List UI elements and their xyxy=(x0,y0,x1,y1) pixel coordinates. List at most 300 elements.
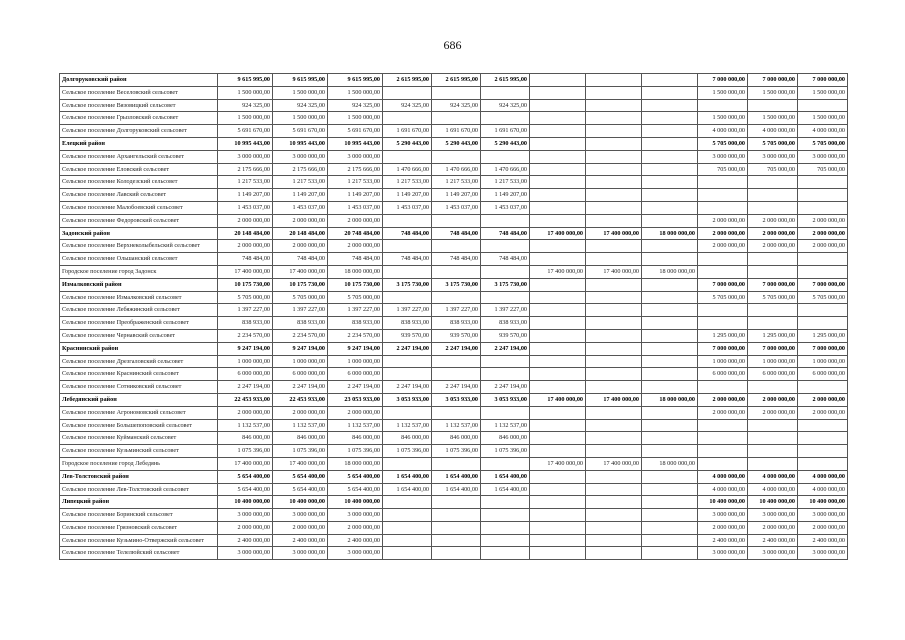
value-cell: 1 500 000,00 xyxy=(698,86,748,99)
value-cell xyxy=(383,265,432,278)
value-cell: 10 175 730,00 xyxy=(273,278,328,291)
value-cell: 1 000 000,00 xyxy=(748,355,798,368)
value-cell xyxy=(642,137,698,150)
value-cell xyxy=(481,534,530,547)
value-cell: 1 075 396,00 xyxy=(383,445,432,458)
row-name-cell: Сельское поселение Лебяжинский сельсовет xyxy=(60,304,218,317)
value-cell: 1 075 396,00 xyxy=(218,445,273,458)
row-name-cell: Лебедянский район xyxy=(60,393,218,406)
value-cell: 17 400 000,00 xyxy=(530,457,586,470)
value-cell: 17 400 000,00 xyxy=(530,227,586,240)
value-cell xyxy=(586,355,642,368)
value-cell xyxy=(530,470,586,483)
value-cell: 705 000,00 xyxy=(798,163,848,176)
value-cell: 17 400 000,00 xyxy=(273,265,328,278)
value-cell: 1 295 000,00 xyxy=(748,329,798,342)
value-cell: 3 000 000,00 xyxy=(328,547,383,560)
value-cell: 1 500 000,00 xyxy=(798,112,848,125)
value-cell xyxy=(530,278,586,291)
value-cell: 2 000 000,00 xyxy=(748,393,798,406)
value-cell: 2 175 666,00 xyxy=(218,163,273,176)
value-cell: 1 453 037,00 xyxy=(328,201,383,214)
value-cell: 1 654 400,00 xyxy=(432,483,481,496)
table-row-district xyxy=(60,227,848,240)
value-cell: 2 247 194,00 xyxy=(218,381,273,394)
value-cell: 10 995 443,00 xyxy=(273,137,328,150)
value-cell xyxy=(530,329,586,342)
value-cell: 9 247 194,00 xyxy=(273,342,328,355)
value-cell: 1 470 666,00 xyxy=(481,163,530,176)
value-cell: 1 217 533,00 xyxy=(328,176,383,189)
page-number: 686 xyxy=(443,38,462,52)
value-cell: 20 148 484,00 xyxy=(273,227,328,240)
value-cell xyxy=(383,112,432,125)
value-cell xyxy=(530,342,586,355)
value-cell: 5 705 000,00 xyxy=(218,291,273,304)
value-cell: 1 654 400,00 xyxy=(432,470,481,483)
value-cell xyxy=(586,470,642,483)
table-row-district xyxy=(60,496,848,509)
value-cell xyxy=(586,329,642,342)
value-cell xyxy=(798,99,848,112)
value-cell xyxy=(642,509,698,522)
value-cell xyxy=(642,329,698,342)
value-cell xyxy=(481,355,530,368)
value-cell: 1 500 000,00 xyxy=(698,112,748,125)
value-cell: 10 400 000,00 xyxy=(748,496,798,509)
value-cell: 2 000 000,00 xyxy=(273,240,328,253)
value-cell xyxy=(642,112,698,125)
value-cell: 2 000 000,00 xyxy=(798,240,848,253)
value-cell: 3 000 000,00 xyxy=(328,509,383,522)
value-cell: 2 000 000,00 xyxy=(273,214,328,227)
value-cell: 2 000 000,00 xyxy=(328,521,383,534)
table-body xyxy=(60,74,848,560)
row-name-cell: Сельское поселение Колодезский сельсовет xyxy=(60,176,218,189)
row-name-cell: Городское поселение город Задонск xyxy=(60,265,218,278)
value-cell: 2 234 570,00 xyxy=(273,329,328,342)
value-cell xyxy=(642,86,698,99)
value-cell xyxy=(586,278,642,291)
value-cell: 3 000 000,00 xyxy=(273,509,328,522)
value-cell xyxy=(383,86,432,99)
row-name-cell: Сельское поселение Федоровский сельсовет xyxy=(60,214,218,227)
value-cell: 1 654 400,00 xyxy=(481,483,530,496)
value-cell: 20 748 484,00 xyxy=(328,227,383,240)
value-cell: 1 500 000,00 xyxy=(748,86,798,99)
value-cell: 846 000,00 xyxy=(383,432,432,445)
value-cell: 924 325,00 xyxy=(383,99,432,112)
value-cell xyxy=(798,304,848,317)
value-cell: 1 132 537,00 xyxy=(383,419,432,432)
value-cell: 4 000 000,00 xyxy=(798,125,848,138)
value-cell xyxy=(586,150,642,163)
value-cell: 2 000 000,00 xyxy=(798,227,848,240)
value-cell xyxy=(586,406,642,419)
value-cell xyxy=(383,509,432,522)
value-cell xyxy=(698,265,748,278)
value-cell: 2 400 000,00 xyxy=(273,534,328,547)
value-cell xyxy=(642,74,698,87)
value-cell: 1 149 207,00 xyxy=(481,189,530,202)
value-cell: 1 500 000,00 xyxy=(273,112,328,125)
value-cell: 5 705 000,00 xyxy=(748,291,798,304)
value-cell xyxy=(586,214,642,227)
table-row-district xyxy=(60,137,848,150)
value-cell: 705 000,00 xyxy=(748,163,798,176)
value-cell xyxy=(642,125,698,138)
row-name-cell: Долгоруковский район xyxy=(60,74,218,87)
budget-table xyxy=(59,73,848,560)
value-cell xyxy=(530,534,586,547)
value-cell: 1 500 000,00 xyxy=(798,86,848,99)
value-cell xyxy=(642,342,698,355)
value-cell: 5 705 000,00 xyxy=(798,291,848,304)
value-cell: 1 149 207,00 xyxy=(328,189,383,202)
value-cell: 7 000 000,00 xyxy=(798,74,848,87)
value-cell xyxy=(642,547,698,560)
value-cell xyxy=(698,253,748,266)
value-cell xyxy=(642,521,698,534)
table-row-district xyxy=(60,342,848,355)
row-name-cell: Елецкий район xyxy=(60,137,218,150)
value-cell: 3 175 730,00 xyxy=(383,278,432,291)
row-name-cell: Лев-Толстовский район xyxy=(60,470,218,483)
value-cell: 2 247 194,00 xyxy=(383,342,432,355)
value-cell: 22 453 933,00 xyxy=(218,393,273,406)
value-cell: 7 000 000,00 xyxy=(698,278,748,291)
value-cell: 18 000 000,00 xyxy=(642,457,698,470)
value-cell xyxy=(748,201,798,214)
row-name-cell: Сельское поселение Боринский сельсовет xyxy=(60,509,218,522)
row-name-cell: Сельское поселение Лавский сельсовет xyxy=(60,189,218,202)
value-cell: 748 484,00 xyxy=(218,253,273,266)
value-cell: 1 691 670,00 xyxy=(383,125,432,138)
value-cell xyxy=(432,112,481,125)
value-cell: 748 484,00 xyxy=(383,253,432,266)
value-cell xyxy=(642,355,698,368)
value-cell xyxy=(748,265,798,278)
value-cell: 1 295 000,00 xyxy=(698,329,748,342)
value-cell: 2 400 000,00 xyxy=(218,534,273,547)
value-cell xyxy=(432,291,481,304)
value-cell xyxy=(586,509,642,522)
value-cell: 3 000 000,00 xyxy=(748,150,798,163)
table-row xyxy=(60,317,848,330)
value-cell: 1 500 000,00 xyxy=(218,86,273,99)
value-cell: 3 000 000,00 xyxy=(698,509,748,522)
value-cell: 18 000 000,00 xyxy=(642,227,698,240)
value-cell xyxy=(383,368,432,381)
value-cell: 5 705 000,00 xyxy=(748,137,798,150)
value-cell: 1 397 227,00 xyxy=(218,304,273,317)
value-cell: 2 234 570,00 xyxy=(328,329,383,342)
value-cell xyxy=(586,534,642,547)
value-cell: 1 132 537,00 xyxy=(432,419,481,432)
value-cell: 1 217 533,00 xyxy=(383,176,432,189)
value-cell: 10 175 730,00 xyxy=(218,278,273,291)
value-cell: 2 615 995,00 xyxy=(481,74,530,87)
value-cell: 6 000 000,00 xyxy=(798,368,848,381)
value-cell xyxy=(642,381,698,394)
table-row xyxy=(60,189,848,202)
value-cell: 7 000 000,00 xyxy=(748,74,798,87)
value-cell: 6 000 000,00 xyxy=(273,368,328,381)
value-cell: 2 000 000,00 xyxy=(273,521,328,534)
value-cell: 1 500 000,00 xyxy=(748,112,798,125)
value-cell: 5 691 670,00 xyxy=(218,125,273,138)
value-cell xyxy=(748,381,798,394)
value-cell xyxy=(481,112,530,125)
value-cell: 2 234 570,00 xyxy=(218,329,273,342)
value-cell: 2 000 000,00 xyxy=(748,227,798,240)
value-cell: 838 933,00 xyxy=(328,317,383,330)
value-cell xyxy=(586,125,642,138)
value-cell xyxy=(586,176,642,189)
value-cell: 939 570,00 xyxy=(432,329,481,342)
table-row xyxy=(60,291,848,304)
value-cell: 2 247 194,00 xyxy=(383,381,432,394)
row-name-cell: Сельское поселение Дрезгаловский сельсовет xyxy=(60,355,218,368)
row-name-cell: Липецкий район xyxy=(60,496,218,509)
value-cell: 10 175 730,00 xyxy=(328,278,383,291)
value-cell: 4 000 000,00 xyxy=(748,470,798,483)
row-name-cell: Измалковский район xyxy=(60,278,218,291)
value-cell: 2 000 000,00 xyxy=(698,214,748,227)
value-cell: 17 400 000,00 xyxy=(218,265,273,278)
value-cell: 748 484,00 xyxy=(432,253,481,266)
table-row xyxy=(60,150,848,163)
row-name-cell: Сельское поселение Еловский сельсовет xyxy=(60,163,218,176)
value-cell: 22 453 933,00 xyxy=(273,393,328,406)
value-cell: 5 705 000,00 xyxy=(698,291,748,304)
value-cell: 924 325,00 xyxy=(273,99,328,112)
value-cell: 1 500 000,00 xyxy=(273,86,328,99)
value-cell xyxy=(530,163,586,176)
value-cell: 4 000 000,00 xyxy=(698,470,748,483)
value-cell xyxy=(798,265,848,278)
value-cell: 5 691 670,00 xyxy=(328,125,383,138)
table-row-district xyxy=(60,278,848,291)
value-cell: 2 247 194,00 xyxy=(328,381,383,394)
value-cell: 4 000 000,00 xyxy=(798,470,848,483)
row-name-cell: Сельское поселение Телелюйский сельсовет xyxy=(60,547,218,560)
value-cell xyxy=(530,86,586,99)
table-row-district xyxy=(60,393,848,406)
value-cell xyxy=(642,368,698,381)
value-cell: 2 000 000,00 xyxy=(698,406,748,419)
table-row xyxy=(60,163,848,176)
value-cell xyxy=(383,150,432,163)
value-cell xyxy=(748,457,798,470)
value-cell: 17 400 000,00 xyxy=(586,457,642,470)
value-cell: 846 000,00 xyxy=(218,432,273,445)
value-cell xyxy=(642,278,698,291)
row-name-cell: Сельское поселение Ольшанский сельсовет xyxy=(60,253,218,266)
table-row xyxy=(60,304,848,317)
row-name-cell: Сельское поселение Кузьминский сельсовет xyxy=(60,445,218,458)
value-cell xyxy=(698,304,748,317)
row-name-cell: Сельское поселение Чернавский сельсовет xyxy=(60,329,218,342)
row-name-cell: Сельское поселение Большепоповский сельсовет xyxy=(60,419,218,432)
value-cell: 1 000 000,00 xyxy=(328,355,383,368)
value-cell: 2 000 000,00 xyxy=(748,214,798,227)
value-cell xyxy=(748,432,798,445)
value-cell: 18 000 000,00 xyxy=(328,265,383,278)
value-cell: 10 400 000,00 xyxy=(273,496,328,509)
value-cell: 1 691 670,00 xyxy=(432,125,481,138)
value-cell xyxy=(698,176,748,189)
value-cell xyxy=(642,534,698,547)
value-cell: 6 000 000,00 xyxy=(328,368,383,381)
value-cell xyxy=(586,432,642,445)
value-cell: 1 654 400,00 xyxy=(383,470,432,483)
table-row xyxy=(60,419,848,432)
value-cell xyxy=(642,291,698,304)
value-cell xyxy=(642,201,698,214)
value-cell xyxy=(698,201,748,214)
value-cell: 1 654 400,00 xyxy=(383,483,432,496)
value-cell: 846 000,00 xyxy=(273,432,328,445)
value-cell xyxy=(642,445,698,458)
value-cell xyxy=(586,496,642,509)
value-cell xyxy=(530,253,586,266)
value-cell: 2 000 000,00 xyxy=(218,240,273,253)
value-cell: 3 053 933,00 xyxy=(432,393,481,406)
value-cell: 18 000 000,00 xyxy=(642,393,698,406)
value-cell xyxy=(383,457,432,470)
value-cell: 1 470 666,00 xyxy=(432,163,481,176)
value-cell: 2 000 000,00 xyxy=(798,521,848,534)
value-cell: 924 325,00 xyxy=(328,99,383,112)
value-cell: 3 000 000,00 xyxy=(698,547,748,560)
value-cell xyxy=(530,368,586,381)
value-cell xyxy=(642,240,698,253)
value-cell: 20 148 484,00 xyxy=(218,227,273,240)
value-cell xyxy=(530,406,586,419)
table-row xyxy=(60,329,848,342)
value-cell xyxy=(481,496,530,509)
value-cell: 10 995 443,00 xyxy=(328,137,383,150)
value-cell: 2 000 000,00 xyxy=(748,240,798,253)
value-cell: 23 053 933,00 xyxy=(328,393,383,406)
value-cell xyxy=(586,99,642,112)
value-cell: 17 400 000,00 xyxy=(218,457,273,470)
table-row xyxy=(60,534,848,547)
value-cell xyxy=(481,547,530,560)
value-cell xyxy=(530,189,586,202)
value-cell: 748 484,00 xyxy=(481,253,530,266)
value-cell: 5 654 400,00 xyxy=(328,470,383,483)
value-cell: 5 290 443,00 xyxy=(383,137,432,150)
value-cell xyxy=(383,291,432,304)
row-name-cell: Сельское поселение Верхнеколыбельский сельсовет xyxy=(60,240,218,253)
value-cell xyxy=(530,125,586,138)
value-cell xyxy=(586,189,642,202)
value-cell xyxy=(586,240,642,253)
value-cell: 1 500 000,00 xyxy=(328,86,383,99)
table-row xyxy=(60,406,848,419)
value-cell: 9 615 995,00 xyxy=(273,74,328,87)
value-cell: 939 570,00 xyxy=(383,329,432,342)
value-cell xyxy=(586,483,642,496)
value-cell: 7 000 000,00 xyxy=(798,342,848,355)
value-cell: 1 470 666,00 xyxy=(383,163,432,176)
value-cell xyxy=(798,445,848,458)
row-name-cell: Сельское поселение Долгоруковский сельсовет xyxy=(60,125,218,138)
value-cell xyxy=(698,432,748,445)
table-row xyxy=(60,86,848,99)
table-row xyxy=(60,483,848,496)
value-cell xyxy=(642,406,698,419)
value-cell xyxy=(642,304,698,317)
value-cell: 1 397 227,00 xyxy=(432,304,481,317)
value-cell: 17 400 000,00 xyxy=(530,265,586,278)
table-row xyxy=(60,432,848,445)
value-cell: 3 000 000,00 xyxy=(698,150,748,163)
value-cell xyxy=(642,150,698,163)
value-cell: 17 400 000,00 xyxy=(273,457,328,470)
value-cell: 1 217 533,00 xyxy=(481,176,530,189)
value-cell xyxy=(383,496,432,509)
value-cell: 18 000 000,00 xyxy=(328,457,383,470)
value-cell: 10 400 000,00 xyxy=(328,496,383,509)
value-cell xyxy=(432,150,481,163)
value-cell: 3 175 730,00 xyxy=(481,278,530,291)
value-cell xyxy=(586,201,642,214)
value-cell: 2 000 000,00 xyxy=(698,521,748,534)
value-cell xyxy=(432,509,481,522)
value-cell xyxy=(798,253,848,266)
value-cell: 17 400 000,00 xyxy=(586,227,642,240)
value-cell: 838 933,00 xyxy=(273,317,328,330)
value-cell xyxy=(642,419,698,432)
value-cell: 18 000 000,00 xyxy=(642,265,698,278)
value-cell: 1 397 227,00 xyxy=(383,304,432,317)
value-cell: 2 000 000,00 xyxy=(328,240,383,253)
value-cell: 5 705 000,00 xyxy=(798,137,848,150)
value-cell xyxy=(798,201,848,214)
value-cell: 7 000 000,00 xyxy=(748,278,798,291)
value-cell: 3 000 000,00 xyxy=(328,150,383,163)
value-cell xyxy=(698,381,748,394)
value-cell xyxy=(432,406,481,419)
value-cell: 5 290 443,00 xyxy=(481,137,530,150)
row-name-cell: Сельское поселение Веселовский сельсовет xyxy=(60,86,218,99)
value-cell xyxy=(481,86,530,99)
value-cell: 2 000 000,00 xyxy=(798,393,848,406)
value-cell: 1 453 037,00 xyxy=(218,201,273,214)
value-cell: 2 615 995,00 xyxy=(432,74,481,87)
table-row-district xyxy=(60,470,848,483)
value-cell xyxy=(432,355,481,368)
value-cell: 2 000 000,00 xyxy=(798,406,848,419)
value-cell xyxy=(798,432,848,445)
value-cell: 2 000 000,00 xyxy=(328,406,383,419)
table-row xyxy=(60,368,848,381)
value-cell xyxy=(586,291,642,304)
value-cell xyxy=(698,419,748,432)
value-cell: 2 247 194,00 xyxy=(432,381,481,394)
value-cell: 2 175 666,00 xyxy=(328,163,383,176)
value-cell: 846 000,00 xyxy=(328,432,383,445)
value-cell: 4 000 000,00 xyxy=(698,483,748,496)
value-cell xyxy=(530,112,586,125)
value-cell xyxy=(481,521,530,534)
value-cell: 2 400 000,00 xyxy=(748,534,798,547)
value-cell: 1 149 207,00 xyxy=(432,189,481,202)
table-row xyxy=(60,112,848,125)
